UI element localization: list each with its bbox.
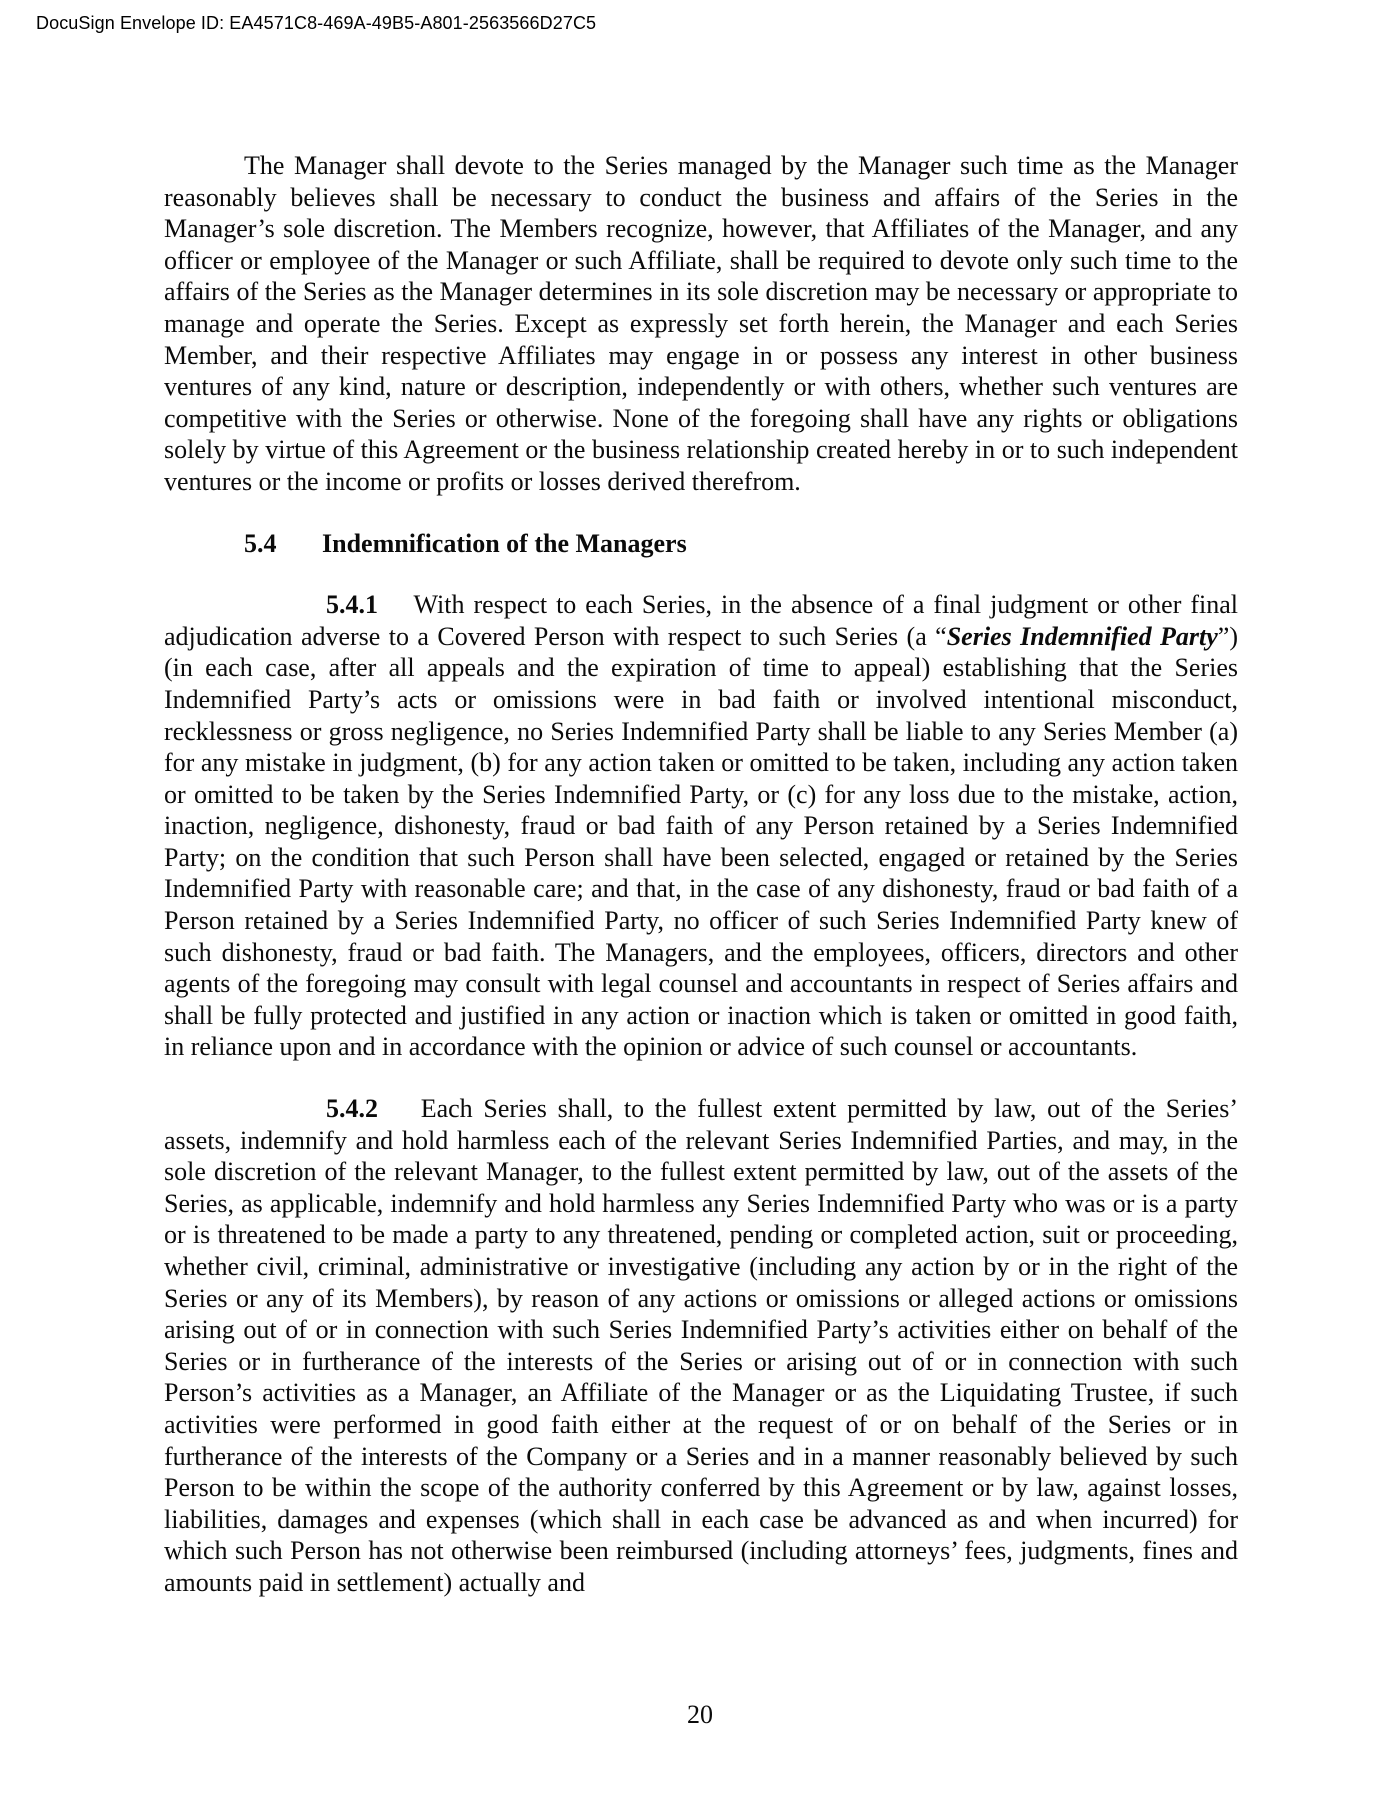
- text-run: With respect to each Series, in the absence of a final judgment or other final adjudication adverse to a Covered Person with respect to such Series (a “: [164, 590, 1238, 651]
- text-run: Each Series shall, to the fullest extent permitted by law, out of the Series’ assets, indemnify and hold harmless each of the relevant Series Indemnified Parties, and may, in the sole discretion of the relevant Manager, to the fullest extent permitted by law, out of the assets of the Series, as applicable, indemnify and hold harmless any Series Indemnified Party who was or is a party or is threatened to be made a party to any threatened, pending or completed action, suit or proceeding, whether civil, criminal, administrative or investigative (including any action by or in the right of the Series or any of its Members), by reason of any actions or omissions or alleged actions or omissions arising out of or in connection with such Series Indemnified Party’s activities either on behalf of the Series or in furtherance of the interests of the Series or arising out of or in connection with such Person’s activities as a Manager, an Affiliate of the Manager or as the Liquidating Trustee, if such activities were performed in good faith either at the request of or on behalf of the Series or in furtherance of the interests of the Company or a Series and in a manner reasonably believed by such Person to be within the scope of the authority conferred by this Agreement or by law, against losses, liabilities, damages and expenses (which shall in each case be advanced as and when incurred) for which such Person has not otherwise been reimbursed (including attorneys’ fees, judgments, fines and amounts paid in settlement) actually and: [164, 1094, 1238, 1597]
- paragraph: [164, 150, 1238, 498]
- subsection-number: 5.4.1: [326, 590, 378, 620]
- text-run: Series Indemnified Party: [946, 621, 1218, 651]
- subsection-number: 5.4.2: [326, 1094, 378, 1124]
- section-title: Indemnification of the Managers: [322, 528, 687, 558]
- docusign-envelope-id: DocuSign Envelope ID: EA4571C8-469A-49B5-A801-2563566D27C5: [36, 13, 597, 33]
- paragraph: [164, 589, 1238, 1063]
- section-number: 5.4: [244, 528, 277, 558]
- text-run: The Manager shall devote to the Series managed by the Manager such time as the Manager reasonably believes shall be necessary to conduct the business and affairs of the Series in the Manager’s sole discretion. The Members recognize, however, that Affiliates of the Manager, and any officer or employee of the Manager or such Affiliate, shall be required to devote only such time to the affairs of the Series as the Manager determines in its sole discretion may be necessary or appropriate to manage and operate the Series. Except as expressly set forth herein, the Manager and each Series Member, and their respective Affiliates may engage in or possess any interest in other business ventures of any kind, nature or description, independently or with others, whether such ventures are competitive with the Series or otherwise. None of the foregoing shall have any rights or obligations solely by virtue of this Agreement or the business relationship created hereby in or to such independent ventures or the income or profits or losses derived therefrom.: [164, 151, 1238, 496]
- paragraph: [164, 1093, 1238, 1599]
- document-content: [164, 150, 1238, 1629]
- section-heading: [164, 528, 1238, 560]
- page-number: 20: [687, 1700, 713, 1729]
- text-run: ”) (in each case, after all appeals and the expiration of time to appeal) establishing that the Series Indemnified Party’s acts or omissions were in bad faith or involved intentional misconduct, recklessness or gross negligence, no Series Indemnified Party shall be liable to any Series Member (a) for any mistake in judgment, (b) for any action taken or omitted to be taken, including any action taken or omitted to be taken by the Series Indemnified Party, or (c) for any loss due to the mistake, action, inaction, negligence, dishonesty, fraud or bad faith of any Person retained by a Series Indemnified Party; on the condition that such Person shall have been selected, engaged or retained by the Series Indemnified Party with reasonable care; and that, in the case of any dishonesty, fraud or bad faith of a Person retained by a Series Indemnified Party, no officer of such Series Indemnified Party knew of such dishonesty, fraud or bad faith. The Managers, and the employees, officers, directors and other agents of the foregoing may consult with legal counsel and accountants in respect of Series affairs and shall be fully protected and justified in any action or inaction which is taken or omitted in good faith, in reliance upon and in accordance with the opinion or advice of such counsel or accountants.: [164, 621, 1238, 1062]
